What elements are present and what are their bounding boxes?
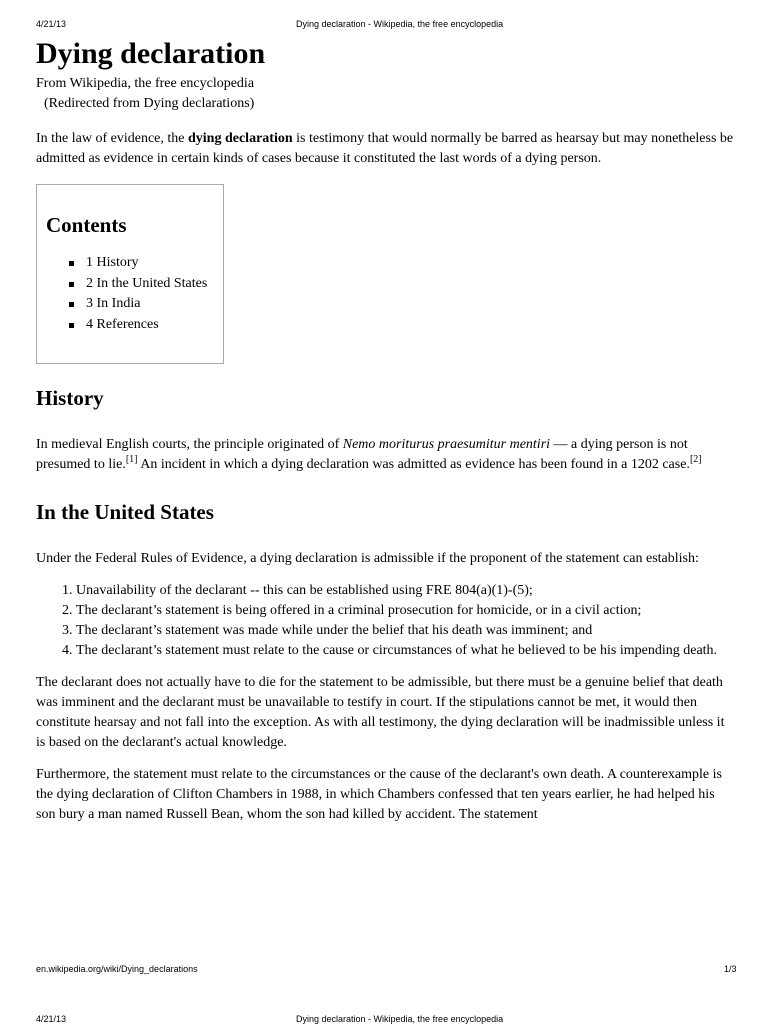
print-header-title: Dying declaration - Wikipedia, the free encyclopedia [296, 19, 504, 29]
history-paragraph [36, 435, 736, 475]
list-item: 3. The declarant’s statement was made while under the belief that his death was imminent; and [76, 621, 736, 641]
list-item: 1. Unavailability of the declarant -- this can be established using FRE 804(a)(1)-(5); [76, 581, 736, 601]
history-text-1: In medieval English courts, the principle originated of [36, 437, 343, 452]
redirect-note: (Redirected from Dying declarations) [44, 96, 255, 111]
toc-item-history[interactable] [66, 253, 223, 274]
table-of-contents [36, 184, 224, 364]
page-title: Dying declaration [36, 37, 266, 70]
furthermore-paragraph: Furthermore, the statement must relate to the circumstances or the cause of the declarant's own death. A counterexample is the dying declaration of Clifton Chambers in 1988, in which Chambers confessed that ten years earlier, he had helped his son bury a man named Russell Bean, whom the son had killed by accident. The statement [36, 767, 722, 822]
requirements-list [36, 581, 736, 661]
toc-link-united-states[interactable]: 2 In the United States [86, 275, 208, 291]
section-heading-history: History [36, 386, 104, 410]
next-page-header-date: 4/21/13 [36, 1014, 67, 1024]
toc-title: Contents [46, 213, 127, 237]
toc-link-references[interactable]: 4 References [86, 316, 159, 332]
next-page-header-title: Dying declaration - Wikipedia, the free encyclopedia [296, 1014, 504, 1024]
declarant-paragraph: The declarant does not actually have to die for the statement to be admissible, but there must be a genuine belief that death was imminent and the declarant must be unavailable to testify in court. If the stipulations cannot be met, it would then constitute hearsay and not fall into the exception. As with all testimony, the dying declaration will be inadmissible unless it is based on the declarant's actual knowledge. [36, 675, 725, 750]
citation-1[interactable]: [1] [125, 454, 138, 465]
toc-item-references[interactable] [66, 315, 223, 336]
toc-link-history[interactable]: 1 History [86, 255, 139, 270]
toc-item-india[interactable] [66, 294, 223, 315]
citation-2[interactable]: [2] [689, 454, 702, 465]
section-heading-united-states: In the United States [36, 500, 214, 524]
article-tagline: From Wikipedia, the free encyclopedia [36, 76, 255, 91]
toc-item-united-states[interactable] [66, 274, 223, 295]
lead-term: dying declaration [188, 131, 293, 146]
toc-link-india[interactable]: 3 In India [86, 296, 141, 311]
history-text-3: An incident in which a dying declaration was admitted as evidence has been found in a 1202 case. [137, 457, 690, 472]
lead-paragraph [36, 129, 736, 169]
print-footer-page-number: 1/3 [724, 964, 737, 974]
latin-maxim: Nemo moriturus praesumitur mentiri [342, 437, 551, 452]
history-text-2: — a dying person is not presumed to lie. [36, 437, 688, 472]
us-intro-paragraph: Under the Federal Rules of Evidence, a dying declaration is admissible if the proponent of the statement can establish: [36, 551, 699, 566]
toc-list [46, 253, 223, 335]
list-item: 4. The declarant’s statement must relate to the cause or circumstances of what he believed to be his impending death. [76, 641, 736, 661]
list-item: 2. The declarant’s statement is being offered in a criminal prosecution for homicide, or in a civil action; [76, 601, 736, 621]
print-header-date: 4/21/13 [36, 19, 67, 29]
print-footer-url: en.wikipedia.org/wiki/Dying_declarations [36, 964, 198, 974]
lead-text-start: In the law of evidence, the [36, 131, 188, 146]
article-content [36, 34, 736, 825]
lead-text-end: is testimony that would normally be barred as hearsay but may nonetheless be admitted as evidence in certain kinds of cases because it constituted the last words of a dying person. [36, 131, 734, 166]
